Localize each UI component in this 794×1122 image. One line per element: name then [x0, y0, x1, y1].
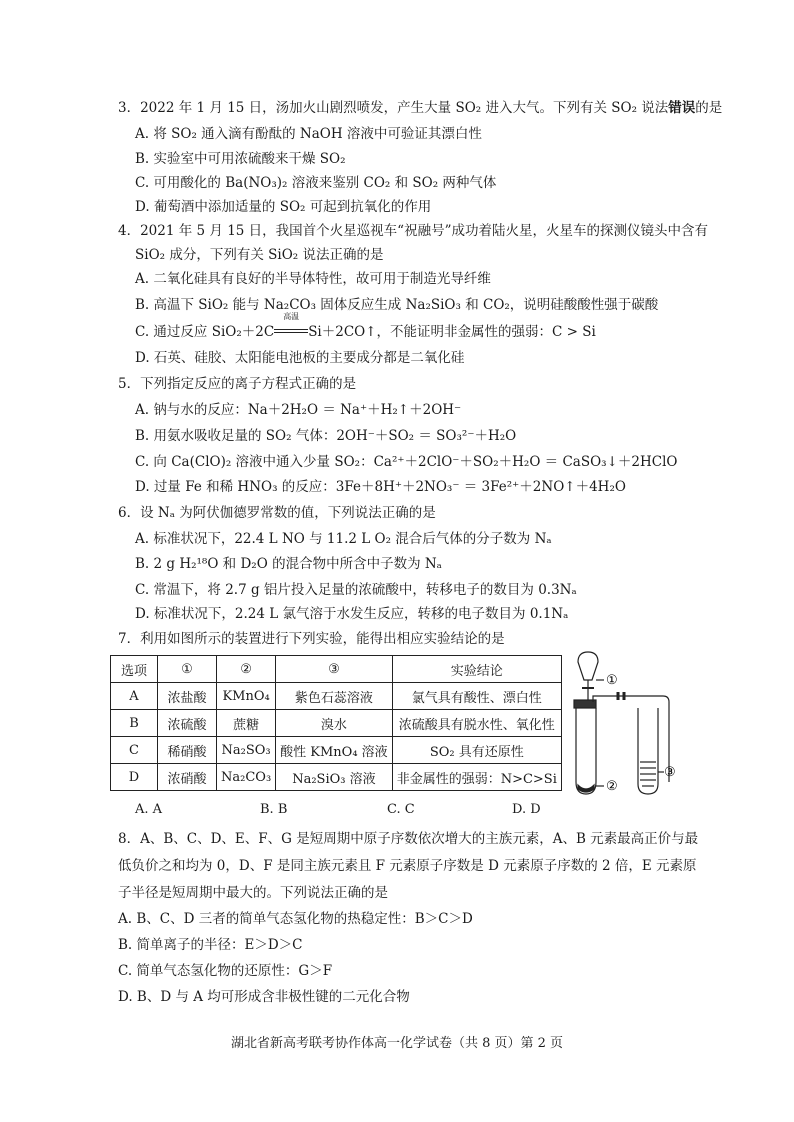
q6-option-a: A. 标准状况下，22.4 L NO 与 11.2 L O₂ 混合后气体的分子数为 Nₐ	[135, 531, 552, 547]
table-cell: SO₂ 具有还原性	[392, 737, 561, 764]
q6-option-c: C. 常温下，将 2.7 g 铝片投入足量的浓硫酸中，转移电子的数目为 0.3Nₐ	[135, 582, 577, 598]
table-cell: A	[111, 683, 158, 710]
q5-stem: 5．下列指定反应的离子方程式正确的是	[118, 376, 357, 392]
q6-stem: 6．设 Nₐ 为阿伏伽德罗常数的值，下列说法正确的是	[118, 505, 436, 521]
table-cell: 浓硫酸	[158, 710, 217, 737]
reaction-tube-icon	[576, 708, 596, 794]
table-header-cell: ③	[276, 656, 393, 683]
q5-option-a: A. 钠与水的反应：Na＋2H₂O ＝ Na⁺＋H₂↑＋2OH⁻	[135, 402, 462, 418]
table-cell: 稀硝酸	[158, 737, 217, 764]
table-header-cell: 选项	[111, 656, 158, 683]
q3-option-a: A. 将 SO₂ 通入滴有酚酞的 NaOH 溶液中可验证其漂白性	[135, 126, 482, 142]
q8-stem: 8．A、B、C、D、E、F、G 是短周期中原子序数依次增大的主族元素，A、B 元素最高正价与最	[118, 831, 699, 847]
table-cell: 浓硝酸	[158, 764, 217, 791]
q5-option-d: D. 过量 Fe 和稀 HNO₃ 的反应：3Fe＋8H⁺＋2NO₃⁻ ＝ 3Fe²⁺＋2NO↑＋4H₂O	[135, 479, 626, 495]
table-header-row	[111, 656, 562, 683]
q8-option-a: A. B、C、D 三者的简单气态氢化物的热稳定性：B＞C＞D	[118, 911, 473, 927]
q4-option-b: B. 高温下 SiO₂ 能与 Na₂CO₃ 固体反应生成 Na₂SiO₃ 和 CO₂，说明硅酸酸性强于碳酸	[135, 297, 659, 313]
table-row	[111, 737, 562, 764]
table-header-cell: ②	[217, 656, 276, 683]
table-cell: D	[111, 764, 158, 791]
page-footer: 湖北省新高考联考协作体高一化学试卷（共 8 页）第 2 页	[230, 1036, 564, 1051]
table-cell: Na₂CO₃	[217, 764, 276, 791]
q8-option-b: B. 简单离子的半径：E＞D＞C	[118, 937, 303, 953]
q4-stem: 4．2021 年 5 月 15 日，我国首个火星巡视车“祝融号”成功着陆火星，火星车的探测仪镜头中含有	[118, 223, 708, 239]
table-cell: 浓盐酸	[158, 683, 217, 710]
table-cell: 蔗糖	[217, 710, 276, 737]
choice-a: A. A	[135, 802, 163, 817]
apparatus-label-3: ③	[664, 765, 676, 780]
collection-tube-icon	[638, 708, 658, 794]
q8-option-d: D. B、D 与 A 均可形成含非极性键的二元化合物	[118, 989, 410, 1005]
q4-stem-cont: SiO₂ 成分，下列有关 SiO₂ 说法正确的是	[135, 247, 384, 263]
table-cell: 非金属性的强弱：N>C>Si	[392, 764, 561, 791]
q3-option-b: B. 实验室中可用浓硫酸来干燥 SO₂	[135, 151, 346, 167]
q4-option-d: D. 石英、硅胶、太阳能电池板的主要成分都是二氧化硅	[135, 350, 465, 366]
table-cell: 紫色石蕊溶液	[276, 683, 393, 710]
table-cell: 溴水	[276, 710, 393, 737]
q5-option-b: B. 用氨水吸收足量的 SO₂ 气体：2OH⁻＋SO₂ ＝ SO₃²⁻＋H₂O	[135, 428, 517, 444]
table-header-cell: ①	[158, 656, 217, 683]
choice-b: B. B	[260, 802, 288, 817]
q6-option-d: D. 标准状况下，2.24 L 氯气溶于水发生反应，转移的电子数目为 0.1Nₐ	[135, 606, 569, 622]
q8-stem-cont: 低负价之和均为 0，D、F 是同主族元素且 F 元素原子序数是 D 元素原子序数的 2 倍，E 元素原	[118, 858, 697, 874]
table-header-cell: 实验结论	[392, 656, 561, 683]
table-cell: 氯气具有酸性、漂白性	[392, 683, 561, 710]
table-cell: Na₂SiO₃ 溶液	[276, 764, 393, 791]
separatory-funnel-icon	[578, 652, 598, 680]
q8-stem-cont2: 子半径是短周期中最大的。下列说法正确的是	[118, 885, 388, 901]
q7-choices	[135, 802, 555, 822]
q3-option-d: D. 葡萄酒中添加适量的 SO₂ 可起到抗氧化的作用	[135, 199, 432, 215]
table-cell: 酸性 KMnO₄ 溶液	[276, 737, 393, 764]
q8-option-c: C. 简单气态氢化物的还原性：G＞F	[118, 963, 333, 979]
apparatus-diagram	[560, 650, 680, 800]
q4-option-a: A. 二氧化硅具有良好的半导体特性，故可用于制造光导纤维	[135, 271, 491, 287]
reaction-condition-arrow: 高温	[274, 322, 308, 333]
apparatus-label-2: ②	[606, 779, 618, 794]
table-cell: B	[111, 710, 158, 737]
table-row	[111, 764, 562, 791]
q3-option-c: C. 可用酸化的 Ba(NO₃)₂ 溶液来鉴别 CO₂ 和 SO₂ 两种气体	[135, 175, 497, 191]
q4-option-c: C. 通过反应 SiO₂＋2C 高温 Si＋2CO↑，不能证明非金属性的强弱：C > Si	[135, 312, 596, 340]
q3-stem: 3．2022 年 1 月 15 日，汤加火山剧烈喷发，产生大量 SO₂ 进入大气。下列有关 SO₂ 说法错误的是	[118, 100, 723, 116]
table-cell: Na₂SO₃	[217, 737, 276, 764]
q6-option-b: B. 2 g H₂¹⁸O 和 D₂O 的混合物中所含中子数为 Nₐ	[135, 556, 442, 572]
table-cell: 浓硫酸具有脱水性、氧化性	[392, 710, 561, 737]
table-row	[111, 683, 562, 710]
table-row	[111, 710, 562, 737]
table-cell: KMnO₄	[217, 683, 276, 710]
apparatus-label-1: ①	[606, 673, 618, 688]
experiment-table	[110, 655, 562, 791]
table-cell: C	[111, 737, 158, 764]
choice-c: C. C	[387, 802, 415, 817]
q5-option-c: C. 向 Ca(ClO)₂ 溶液中通入少量 SO₂：Ca²⁺＋2ClO⁻＋SO₂＋H₂O ＝ CaSO₃↓＋2HClO	[135, 454, 678, 470]
q7-stem: 7．利用如图所示的装置进行下列实验，能得出相应实验结论的是	[118, 631, 505, 647]
choice-d: D. D	[512, 802, 541, 817]
